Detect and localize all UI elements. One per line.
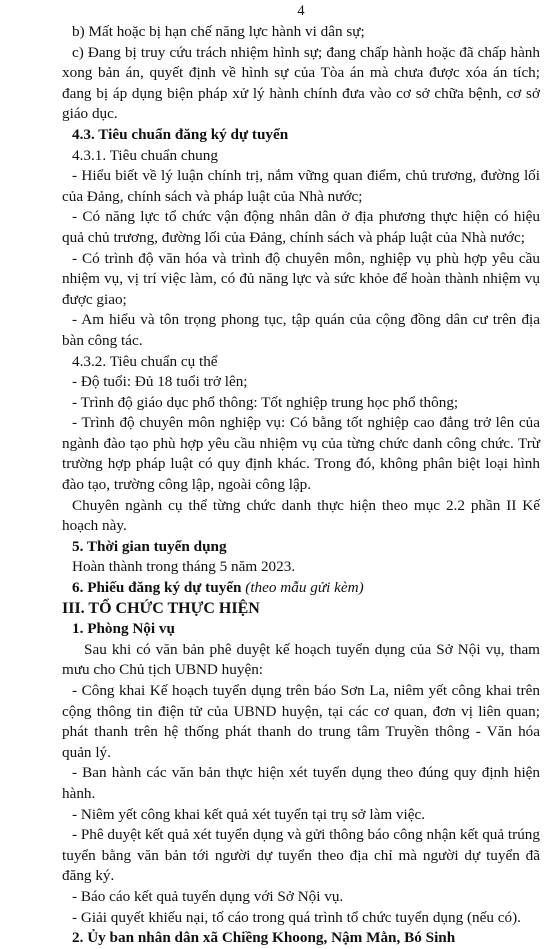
paragraph: - Báo cáo kết quả tuyển dụng với Sở Nội vụ. — [72, 887, 344, 905]
paragraph: b) Mất hoặc bị hạn chế năng lực hành vi dân sự; — [72, 23, 365, 40]
paragraph: - Có trình độ văn hóa và trình độ chuyên môn, nghiệp vụ phù hợp yêu cầu nhiệm vụ, vị trí việc làm, có đủ năng lực và sức khỏe để hoàn thành nhiệm vụ được giao; — [62, 249, 540, 308]
subsection-heading: 4.3.2. Tiêu chuẩn cụ thể — [72, 352, 218, 370]
section-heading: 4.3. Tiêu chuẩn đăng ký dự tuyển — [72, 125, 289, 143]
paragraph: Chuyên ngành cụ thể từng chức danh thực hiện theo mục 2.2 phần II Kế hoạch này. — [62, 496, 540, 535]
paragraph: - Độ tuổi: Đủ 18 tuổi trở lên; — [72, 373, 248, 391]
paragraph: - Công khai Kế hoạch tuyển dụng trên báo Sơn La, niêm yết công khai trên cộng thông tin điện tử của UBND huyện, tại các cơ quan, đơn vị liên quan; phát thanh trên hệ thống phát thanh do trung tâm Truyền thông - Văn hóa quản lý. — [62, 682, 540, 761]
paragraph: - Hiểu biết về lý luận chính trị, nắm vững quan điểm, chủ trương, đường lối của Đảng, chính sách và pháp luật của Nhà nước; — [62, 167, 540, 205]
heading-note: (theo mẫu gửi kèm) — [241, 579, 364, 597]
paragraph: - Trình độ giáo dục phổ thông: Tốt nghiệp trung học phổ thông; — [72, 393, 459, 411]
subsection-heading: 4.3.1. Tiêu chuẩn chung — [72, 146, 218, 164]
chapter-heading: III. TỔ CHỨC THỰC HIỆN — [62, 599, 260, 617]
paragraph: - Có năng lực tổ chức vận động nhân dân ở địa phương thực hiện có hiệu quả chủ trương, đường lối của Đảng, chính sách và pháp luật của Nhà nước; — [62, 208, 540, 246]
paragraph: c) Đang bị truy cứu trách nhiệm hình sự; đang chấp hành hoặc đã chấp hành xong bản án, quyết định về hình sự của Tòa án mà chưa được xóa án tích; đang bị áp dụng biện pháp xử lý hành chính đưa vào cơ sở chữa bệnh, cơ sở giáo dục. — [62, 43, 540, 123]
paragraph: - Ban hành các văn bản thực hiện xét tuyển dụng theo đúng quy định hiện hành. — [62, 764, 540, 802]
paragraph: - Phê duyệt kết quả xét tuyển dụng và gửi thông báo công nhận kết quả trúng tuyển bằng văn bản tới người dự tuyển theo địa chỉ mà người dự tuyển đã đăng ký. — [62, 826, 540, 885]
paragraph: Sau khi có văn bản phê duyệt kế hoạch tuyển dụng của Sở Nội vụ, tham mưu cho Chủ tịch UBND huyện: — [62, 640, 540, 679]
section-heading: 2. Ủy ban nhân dân xã Chiềng Khoong, Nậm Mằn, Bó Sinh — [72, 929, 456, 947]
page-number: 4 — [297, 3, 305, 19]
heading-text: 6. Phiếu đăng ký dự tuyển — [72, 579, 242, 597]
paragraph: - Giải quyết khiếu nại, tố cáo trong quá trình tổ chức tuyển dụng (nếu có). — [72, 908, 521, 926]
paragraph: - Trình độ chuyên môn nghiệp vụ: Có bằng tốt nghiệp cao đẳng trở lên của ngành đào tạo phù hợp yêu cầu nhiệm vụ của từng chức danh công chức. Trừ trường hợp pháp luật có quy định khác. Trong đó, không phân biệt loại hình đào tạo, trường công lập, ngoài công lập. — [62, 414, 540, 494]
section-heading-with-note — [62, 578, 540, 599]
paragraph: Hoàn thành trong tháng 5 năm 2023. — [72, 558, 296, 576]
section-heading: 1. Phòng Nội vụ — [72, 620, 175, 638]
paragraph: - Am hiểu và tôn trọng phong tục, tập quán của cộng đồng dân cư trên địa bàn công tác. — [62, 311, 540, 349]
section-heading: 5. Thời gian tuyển dụng — [72, 537, 227, 555]
paragraph: - Niêm yết công khai kết quả xét tuyển tại trụ sở làm việc. — [72, 805, 426, 823]
